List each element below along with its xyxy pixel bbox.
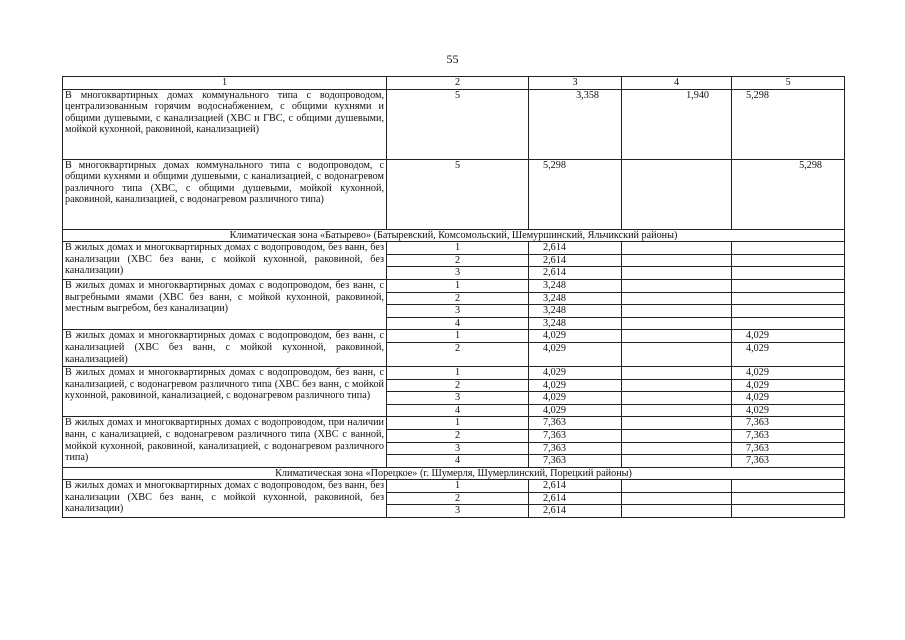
row-number: 2 (387, 492, 529, 505)
table-row (63, 330, 845, 343)
row-col3: 5,298 (529, 159, 622, 229)
row-col4 (622, 330, 732, 343)
row-number: 1 (387, 480, 529, 493)
row-col5: 4,029 (732, 342, 845, 366)
row-number: 2 (387, 429, 529, 442)
row-col3: 3,248 (529, 279, 622, 292)
row-col5: 4,029 (732, 404, 845, 417)
row-col4 (622, 279, 732, 292)
row-col4 (622, 429, 732, 442)
table-row (63, 89, 845, 159)
row-col5 (732, 492, 845, 505)
row-col5: 5,298 (732, 159, 845, 229)
row-col5 (732, 254, 845, 267)
row-col4 (622, 366, 732, 379)
row-col5 (732, 505, 845, 518)
header-cell: 5 (732, 77, 845, 90)
row-col4 (622, 317, 732, 330)
row-col5: 7,363 (732, 455, 845, 468)
zone-heading: Климатическая зона «Батырево» (Батыревский, Комсомольский, Шемуршинский, Яльчикский районы) (63, 229, 845, 242)
row-col3: 7,363 (529, 429, 622, 442)
row-col5: 7,363 (732, 417, 845, 430)
row-col5: 4,029 (732, 392, 845, 405)
row-col4 (622, 392, 732, 405)
row-col3: 3,248 (529, 305, 622, 318)
row-number: 1 (387, 279, 529, 292)
header-cell: 2 (387, 77, 529, 90)
row-col5 (732, 242, 845, 255)
row-col5: 7,363 (732, 442, 845, 455)
row-number: 1 (387, 330, 529, 343)
row-col3: 7,363 (529, 455, 622, 468)
row-col3: 3,248 (529, 317, 622, 330)
page-number: 55 (446, 52, 459, 66)
row-number: 4 (387, 404, 529, 417)
row-col5: 5,298 (732, 89, 845, 159)
row-number: 3 (387, 442, 529, 455)
group-description: В жилых домах и многоквартирных домах с водопроводом, без ванн, с выгребными ямами (ХВС без ванн, с мойкой кухонной, раковиной, местным выгребом, без канализации) (63, 279, 387, 329)
row-col3: 7,363 (529, 442, 622, 455)
row-col4 (622, 455, 732, 468)
row-col5 (732, 480, 845, 493)
row-col3: 2,614 (529, 492, 622, 505)
row-col5: 4,029 (732, 330, 845, 343)
row-col5 (732, 267, 845, 280)
row-number: 3 (387, 305, 529, 318)
table-row (63, 480, 845, 493)
row-col4 (622, 379, 732, 392)
group-description: В жилых домах и многоквартирных домах с водопроводом, без ванн, с канализацией, с водонагревом различного типа (ХВС без ванн, с мойкой кухонной, раковиной, канализацией, с водонагревом различного типа) (63, 366, 387, 416)
row-col5: 4,029 (732, 379, 845, 392)
row-number: 2 (387, 379, 529, 392)
header-cell: 4 (622, 77, 732, 90)
row-col4 (622, 442, 732, 455)
row-col4 (622, 492, 732, 505)
tariff-table (62, 76, 845, 518)
row-col2: 5 (387, 159, 529, 229)
row-description: В многоквартирных домах коммунального типа с водопроводом, с общими кухнями и общими душевыми, с канализацией, с водонагревом различного типа (ХВС, с общими душевыми, мойкой кухонной, раковиной, канализацией, с водонагревом различного типа) (63, 159, 387, 229)
zone-row (63, 467, 845, 480)
row-col3: 2,614 (529, 254, 622, 267)
row-number: 3 (387, 392, 529, 405)
table-row (63, 366, 845, 379)
row-col4 (622, 305, 732, 318)
row-col4 (622, 505, 732, 518)
row-col3: 3,248 (529, 292, 622, 305)
table-row (63, 159, 845, 229)
row-col4 (622, 404, 732, 417)
header-cell: 3 (529, 77, 622, 90)
row-number: 2 (387, 342, 529, 366)
row-number: 2 (387, 254, 529, 267)
row-number: 1 (387, 242, 529, 255)
row-number: 1 (387, 417, 529, 430)
header-row (63, 77, 845, 90)
row-col5: 4,029 (732, 366, 845, 379)
row-col3: 3,358 (529, 89, 622, 159)
row-number: 3 (387, 267, 529, 280)
row-col3: 4,029 (529, 379, 622, 392)
zone-heading: Климатическая зона «Порецкое» (г. Шумерля, Шумерлинский, Порецкий районы) (63, 467, 845, 480)
row-col5 (732, 305, 845, 318)
row-col4 (622, 267, 732, 280)
row-col5: 7,363 (732, 429, 845, 442)
group-description: В жилых домах и многоквартирных домах с водопроводом, без ванн, без канализации (ХВС без ванн, с мойкой кухонной, раковиной, без канализации) (63, 480, 387, 518)
row-number: 4 (387, 455, 529, 468)
row-col4 (622, 242, 732, 255)
row-col3: 7,363 (529, 417, 622, 430)
row-number: 4 (387, 317, 529, 330)
row-col5 (732, 279, 845, 292)
row-col4 (622, 480, 732, 493)
row-description: В многоквартирных домах коммунального типа с водопроводом, централизованным горячим водоснабжением, с общими кухнями и общими душевыми, с канализацией (ХВС и ГВС, с общими душевыми, мойкой кухонной, раковиной, канализацией) (63, 89, 387, 159)
row-col3: 2,614 (529, 267, 622, 280)
row-number: 3 (387, 505, 529, 518)
row-col3: 4,029 (529, 392, 622, 405)
row-col4 (622, 292, 732, 305)
row-col5 (732, 292, 845, 305)
row-col4: 1,940 (622, 89, 732, 159)
table-row (63, 417, 845, 430)
row-col5 (732, 317, 845, 330)
table-row (63, 242, 845, 255)
row-col3: 2,614 (529, 480, 622, 493)
group-description: В жилых домах и многоквартирных домах с водопроводом, без ванн, без канализации (ХВС без ванн, с мойкой кухонной, раковиной, без канализации) (63, 242, 387, 280)
row-col3: 4,029 (529, 404, 622, 417)
row-number: 1 (387, 366, 529, 379)
row-col3: 4,029 (529, 342, 622, 366)
table-row (63, 279, 845, 292)
row-col2: 5 (387, 89, 529, 159)
zone-row (63, 229, 845, 242)
group-description: В жилых домах и многоквартирных домах с водопроводом, при наличии ванн, с канализацией, с водонагревом различного типа (ХВС с ванной, мойкой кухонной, раковиной, канализацией, с водонагревом различного типа) (63, 417, 387, 467)
row-col4 (622, 342, 732, 366)
header-cell: 1 (63, 77, 387, 90)
row-number: 2 (387, 292, 529, 305)
row-col4 (622, 254, 732, 267)
row-col3: 2,614 (529, 505, 622, 518)
row-col3: 2,614 (529, 242, 622, 255)
row-col3: 4,029 (529, 330, 622, 343)
row-col4 (622, 159, 732, 229)
row-col4 (622, 417, 732, 430)
row-col3: 4,029 (529, 366, 622, 379)
group-description: В жилых домах и многоквартирных домах с водопроводом, без ванн, с канализацией (ХВС без ванн, с мойкой кухонной, раковиной, канализацией) (63, 330, 387, 367)
